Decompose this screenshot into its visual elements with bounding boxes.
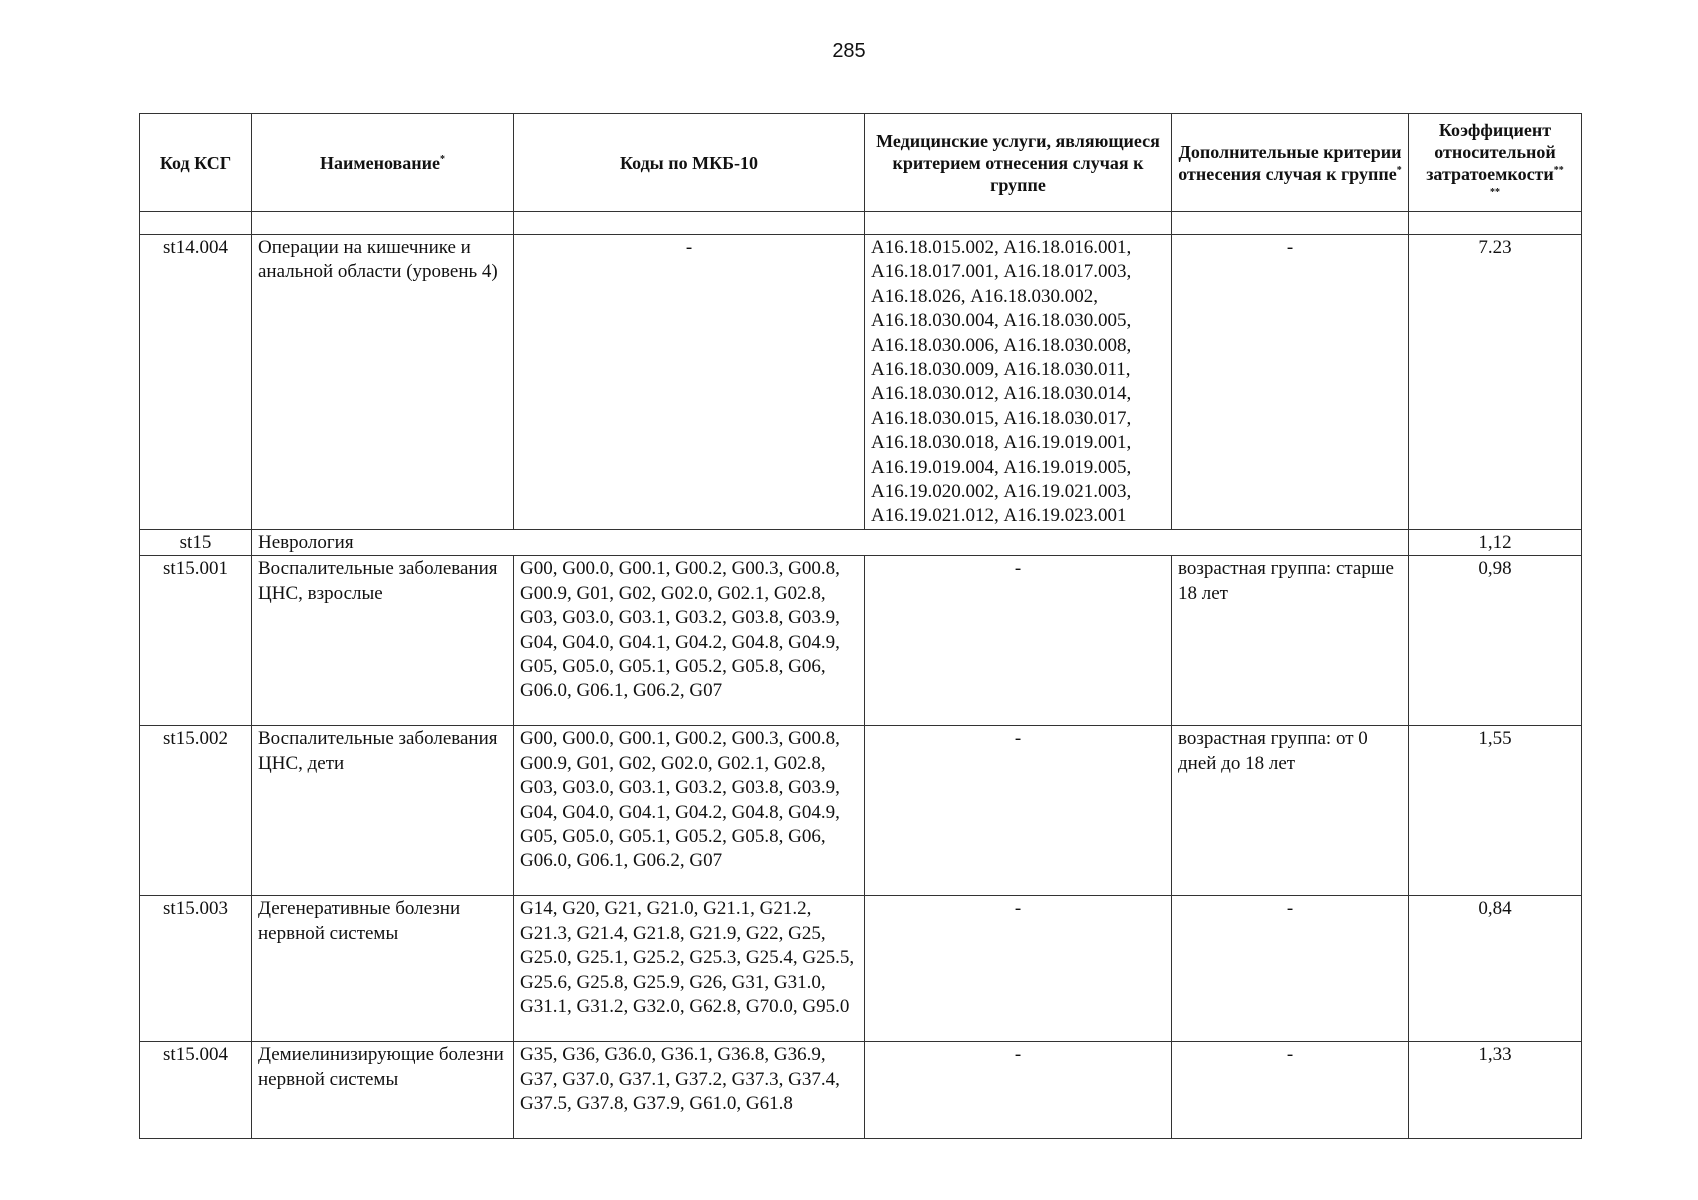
- empty-cell: [252, 212, 514, 235]
- coefficient-cell: 7.23: [1409, 235, 1582, 530]
- ksg-name-cell: Демиелинизирующие болезни нервной системы: [252, 1042, 514, 1139]
- page-number: 285: [832, 40, 866, 62]
- table-row: [140, 235, 1582, 530]
- ksg-code-cell: st15.002: [140, 726, 252, 896]
- extra-criteria-cell: -: [1172, 896, 1409, 1042]
- empty-cell: [865, 212, 1172, 235]
- header-name: Наименование*: [252, 114, 514, 212]
- services-cell: -: [865, 1042, 1172, 1139]
- spacer-row: [140, 212, 1582, 235]
- extra-criteria-cell: -: [1172, 235, 1409, 530]
- coefficient-cell: 0,84: [1409, 896, 1582, 1042]
- mkb-codes-cell: G14, G20, G21, G21.0, G21.1, G21.2, G21.3, G21.4, G21.8, G21.9, G22, G25, G25.0, G25.1, G25.2, G25.3, G25.4, G25.5, G25.6, G25.8, G25.9, G26, G31, G31.0, G31.1, G31.2, G32.0, G62.8, G70.0, G95.0: [514, 896, 865, 1042]
- header-mkb: Коды по МКБ-10: [514, 114, 865, 212]
- group-name-cell: Неврология: [252, 529, 1409, 555]
- services-cell: -: [865, 556, 1172, 726]
- empty-cell: [1409, 212, 1582, 235]
- table-row: [140, 1042, 1582, 1139]
- ksg-name-cell: Операции на кишечнике и анальной области (уровень 4): [252, 235, 514, 530]
- ksg-name-cell: Дегенеративные болезни нервной системы: [252, 896, 514, 1042]
- table-row: [140, 896, 1582, 1042]
- header-row: [140, 114, 1582, 212]
- services-cell: -: [865, 726, 1172, 896]
- ksg-name-cell: Воспалительные заболевания ЦНС, взрослые: [252, 556, 514, 726]
- empty-cell: [514, 212, 865, 235]
- header-coef: Коэффициент относительной затратоемкости** **: [1409, 114, 1582, 212]
- header-services: Медицинские услуги, являющиеся критерием отнесения случая к группе: [865, 114, 1172, 212]
- table-row: [140, 556, 1582, 726]
- ksg-code-cell: st15.003: [140, 896, 252, 1042]
- group-row: [140, 529, 1582, 555]
- services-cell: А16.18.015.002, А16.18.016.001, А16.18.017.001, А16.18.017.003, А16.18.026, А16.18.030.002, А16.18.030.004, А16.18.030.005, А16.18.030.006, А16.18.030.008, А16.18.030.009, А16.18.030.011, А16.18.030.012, А16.18.030.014, А16.18.030.015, А16.18.030.017, А16.18.030.018, А16.19.019.001, А16.19.019.004, А16.19.019.005, А16.19.020.002, А16.19.021.003, А16.19.021.012, А16.19.023.001: [865, 235, 1172, 530]
- header-code: Код КСГ: [140, 114, 252, 212]
- ksg-name-cell: Воспалительные заболевания ЦНС, дети: [252, 726, 514, 896]
- empty-cell: [140, 212, 252, 235]
- ksg-code-cell: st15.001: [140, 556, 252, 726]
- mkb-codes-cell: -: [514, 235, 865, 530]
- services-cell: -: [865, 896, 1172, 1042]
- ksg-code-cell: st14.004: [140, 235, 252, 530]
- mkb-codes-cell: G00, G00.0, G00.1, G00.2, G00.3, G00.8, G00.9, G01, G02, G02.0, G02.1, G02.8, G03, G03.0, G03.1, G03.2, G03.8, G03.9, G04, G04.0, G04.1, G04.2, G04.8, G04.9, G05, G05.0, G05.1, G05.2, G05.8, G06, G06.0, G06.1, G06.2, G07: [514, 556, 865, 726]
- mkb-codes-cell: G00, G00.0, G00.1, G00.2, G00.3, G00.8, G00.9, G01, G02, G02.0, G02.1, G02.8, G03, G03.0, G03.1, G03.2, G03.8, G03.9, G04, G04.0, G04.1, G04.2, G04.8, G04.9, G05, G05.0, G05.1, G05.2, G05.8, G06, G06.0, G06.1, G06.2, G07: [514, 726, 865, 896]
- empty-cell: [1172, 212, 1409, 235]
- extra-criteria-cell: возрастная группа: от 0 дней до 18 лет: [1172, 726, 1409, 896]
- coefficient-cell: 0,98: [1409, 556, 1582, 726]
- ksg-code-cell: st15.004: [140, 1042, 252, 1139]
- group-coefficient-cell: 1,12: [1409, 529, 1582, 555]
- extra-criteria-cell: возрастная группа: старше 18 лет: [1172, 556, 1409, 726]
- group-code-cell: st15: [140, 529, 252, 555]
- table-row: [140, 726, 1582, 896]
- coefficient-cell: 1,33: [1409, 1042, 1582, 1139]
- header-extra: Дополнительные критерии отнесения случая к группе*: [1172, 114, 1409, 212]
- mkb-codes-cell: G35, G36, G36.0, G36.1, G36.8, G36.9, G37, G37.0, G37.1, G37.2, G37.3, G37.4, G37.5, G37.8, G37.9, G61.0, G61.8: [514, 1042, 865, 1139]
- extra-criteria-cell: -: [1172, 1042, 1409, 1139]
- ksg-table: [139, 113, 1582, 1139]
- coefficient-cell: 1,55: [1409, 726, 1582, 896]
